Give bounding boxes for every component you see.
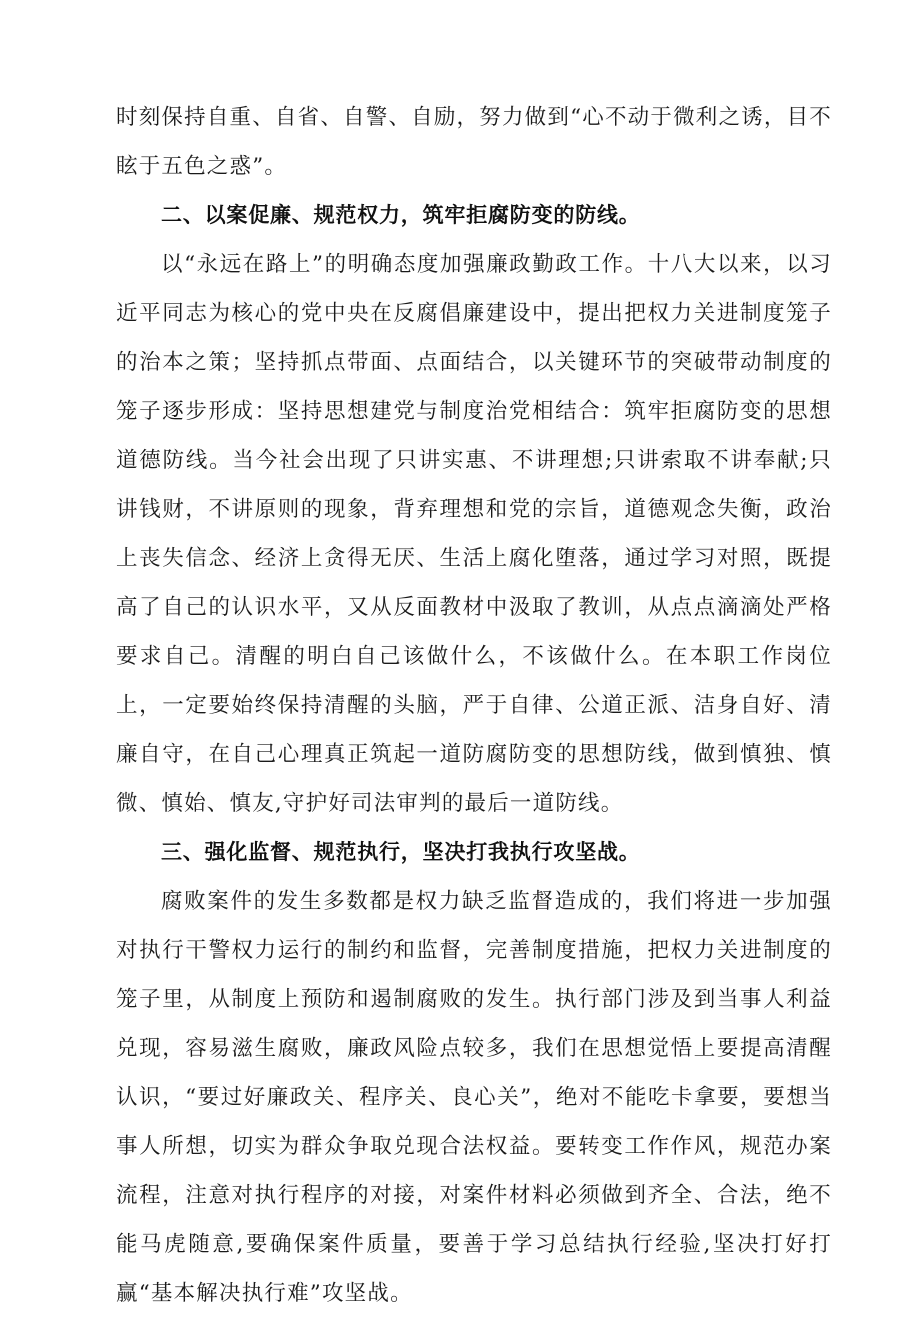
paragraph-section-3-body: 腐败案件的发生多数都是权力缺乏监督造成的，我们将进一步加强对执行干警权力运行的制约和监督，完善制度措施，把权力关进制度的笼子里，从制度上预防和遏制腐败的发生。执行部门涉及到当事人利益兑现，容易滋生腐败，廉政风险点较多，我们在思想觉悟上要提高清醒认识，“要过好廉政关、程序关、良心关”，绝对不能吃卡拿要，要想当事人所想，切实为群众争取兑现合法权益。要转变工作作风，规范办案流程，注意对执行程序的对接，对案件材料必须做到齐全、合法，绝不能马虎随意,要确保案件质量，要善于学习总结执行经验,坚决打好打赢“基本解决执行难”攻坚战。 — [116, 889, 832, 1306]
section-heading-3: 三、强化监督、规范执行，坚决打我执行攻坚战。 — [161, 840, 641, 864]
paragraph-continuation: 时刻保持自重、自省、自警、自励，努力做到“心不动于微利之诱，目不眩于五色之惑”。 — [116, 105, 832, 179]
paragraph-section-2-body: 以“永远在路上”的明确态度加强廉政勤政工作。十八大以来，以习近平同志为核心的党中央在反腐倡廉建设中，提出把权力关进制度笼子的治本之策；坚持抓点带面、点面结合，以关键环节的突破带动制度的笼子逐步形成：坚持思想建党与制度治党相结合：筑牢拒腐防变的思想道德防线。当今社会出现了只讲实惠、不讲理想;只讲索取不讲奉献;只讲钱财，不讲原则的现象，背弃理想和党的宗旨，道德观念失衡，政治上丧失信念、经济上贪得无厌、生活上腐化堕落，通过学习对照，既提高了自己的认识水平，又从反面教材中汲取了教训，从点点滴滴处严格要求自己。清醒的明白自己该做什么，不该做什么。在本职工作岗位上，一定要始终保持清醒的头脑，严于自律、公道正派、洁身自好、清廉自守，在自己心理真正筑起一道防腐防变的思想防线，做到慎独、慎微、慎始、慎友,守护好司法审判的最后一道防线。 — [116, 252, 832, 816]
document-page — [116, 93, 832, 1318]
section-heading-2: 二、以案促廉、规范权力，筑牢拒腐防变的防线。 — [161, 203, 641, 227]
